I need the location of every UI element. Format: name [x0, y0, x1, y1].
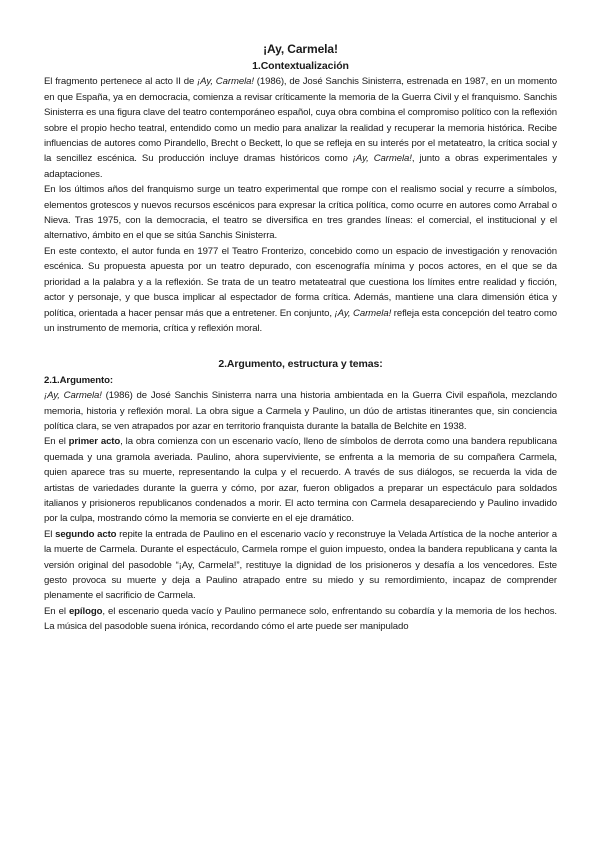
section-heading-argumento: 2.Argumento, estructura y temas: — [218, 358, 383, 371]
document-page — [44, 42, 557, 635]
document-title: ¡Ay, Carmela! — [263, 42, 338, 56]
section-heading-contextualizacion: 1.Contextualización — [252, 60, 349, 72]
paragraph-argument-3 — [44, 527, 557, 604]
text-run: , el escenario queda vacío y Paulino permanece solo, enfrentando su cobardía y la memoria de los hechos. La música del pasodoble suena irónica, recordando cómo el arte puede ser manipulado — [44, 605, 557, 633]
text-run: repite la entrada de Paulino en el escenario vacío y reconstruye la Velada Artística de la noche anterior a la muerte de Carmela. Durante el espectáculo, Carmela rompe el guion impuesto, ondea la bandera republicana y canta la versión original del pasodoble “¡Ay, Carmela!”, restituye la dignidad de los prisioneros y desafía a los vencedores. Este gesto provoca su muerte y deja a Paulino atrapado entre su miedo y su remordimiento, incapaz de comprender plenamente el sacrificio de Carmela. — [44, 528, 557, 602]
text-run: (1986), de José Sanchis Sinisterra, estrenada en 1987, en un momento en que España, ya en democracia, comienza a revisar críticamente la memoria de la Guerra Civil y el franquismo. Sanchis Sinisterra es una figura clave del teatro contemporáneo español, cuya obra combina el compromiso político con la reflexión sobre el propio hecho teatral, entendido como un medio para analizar la realidad y recuperar la memoria histórica. Recibe influencias de autores como Pirandello, Brecht o Beckett, lo que se refleja en su interés por el metateatro, la crítica social y la sencillez escénica. Su producción incluye dramas históricos como — [44, 76, 558, 165]
paragraph-argument-2 — [44, 434, 557, 526]
emphasis: segundo acto — [55, 528, 117, 540]
section-spacer — [44, 336, 557, 357]
paragraph-context-1 — [44, 74, 557, 182]
paragraph-argument-4 — [44, 604, 557, 635]
text-run: , junto a obras experimentales y adaptaciones. — [44, 153, 558, 180]
work-title: ¡Ay, Carmela! — [352, 153, 412, 165]
text-run: , la obra comienza con un escenario vacío, lleno de símbolos de derrota como una bandera republicana quemada y una gramola averiada. Paulino, ahora superviviente, se enfrenta a la memoria de su compañera Carmela, quien aparece tras su muerte, representando la culpa y el recuerdo. A través de sus diálogos, se recuerda la vida de artistas de variedades durante la guerra y cómo, por azar, fueron obligados a preparar un espectáculo para soldados italianos y prisioneros republicanos condenados a morir. El acto termina con Carmela desapareciendo y Paulino invadido por la culpa, mostrando cómo la memoria se convierte en el eje dramático. — [44, 436, 557, 525]
text-run: El — [44, 528, 56, 540]
emphasis: epílogo — [68, 605, 103, 617]
text-run: En el — [44, 605, 69, 617]
paragraph-context-2: En los últimos años del franquismo surge un teatro experimental que rompe con el realismo social y recurre a símbolos, elementos grotescos y nuevos recursos escénicos para expresar la crítica política, como ocurre en autores como Arrabal o Nieva. Tras 1975, con la democracia, el teatro se diversifica en tres grandes líneas: el comercial, el institucional y el alternativo, ámbito en el que se sitúa Sanchis Sinisterra. — [44, 184, 557, 242]
work-title: ¡Ay, Carmela! — [44, 390, 102, 402]
text-run: En este contexto, el autor funda en 1977 el Teatro Fronterizo, concebido como un espacio de investigación y renovación escénica. Su propuesta apuesta por un teatro depurado, con escenografía mínima y pocos actores, en el que se da prioridad a la palabra y a la reflexión. Se trata de un teatro metateatral que cuestiona los límites entre realidad y ficción, actor y personaje, y que busca implicar al espectador de forma crítica. Además, mantiene una clara dimensión ética y política, orientada a hacer pensar más que a entretener. En conjunto, — [44, 245, 557, 319]
text-run: En el — [44, 436, 69, 448]
work-title: ¡Ay, Carmela! — [334, 307, 392, 319]
text-run: (1986) de José Sanchis Sinisterra narra una historia ambientada en la Guerra Civil española, mezclando memoria, historia y reflexión moral. La obra sigue a Carmela y Paulino, un dúo de artistas itinerantes que, sin conciencia política clara, se ven atrapados por azar en territorio franquista durante la batalla de Belchite en 1938. — [44, 390, 558, 432]
text-run: El fragmento pertenece al acto II de — [44, 76, 198, 88]
text-run: refleja esta concepción del teatro como un instrumento de memoria, crítica y reflexión moral. — [44, 307, 557, 334]
emphasis: primer acto — [68, 436, 121, 448]
work-title: ¡Ay, Carmela! — [197, 76, 254, 88]
paragraph-argument-1 — [44, 388, 557, 434]
paragraph-context-3 — [44, 244, 557, 336]
subsection-heading-argumento: 2.1.Argumento: — [44, 374, 113, 386]
